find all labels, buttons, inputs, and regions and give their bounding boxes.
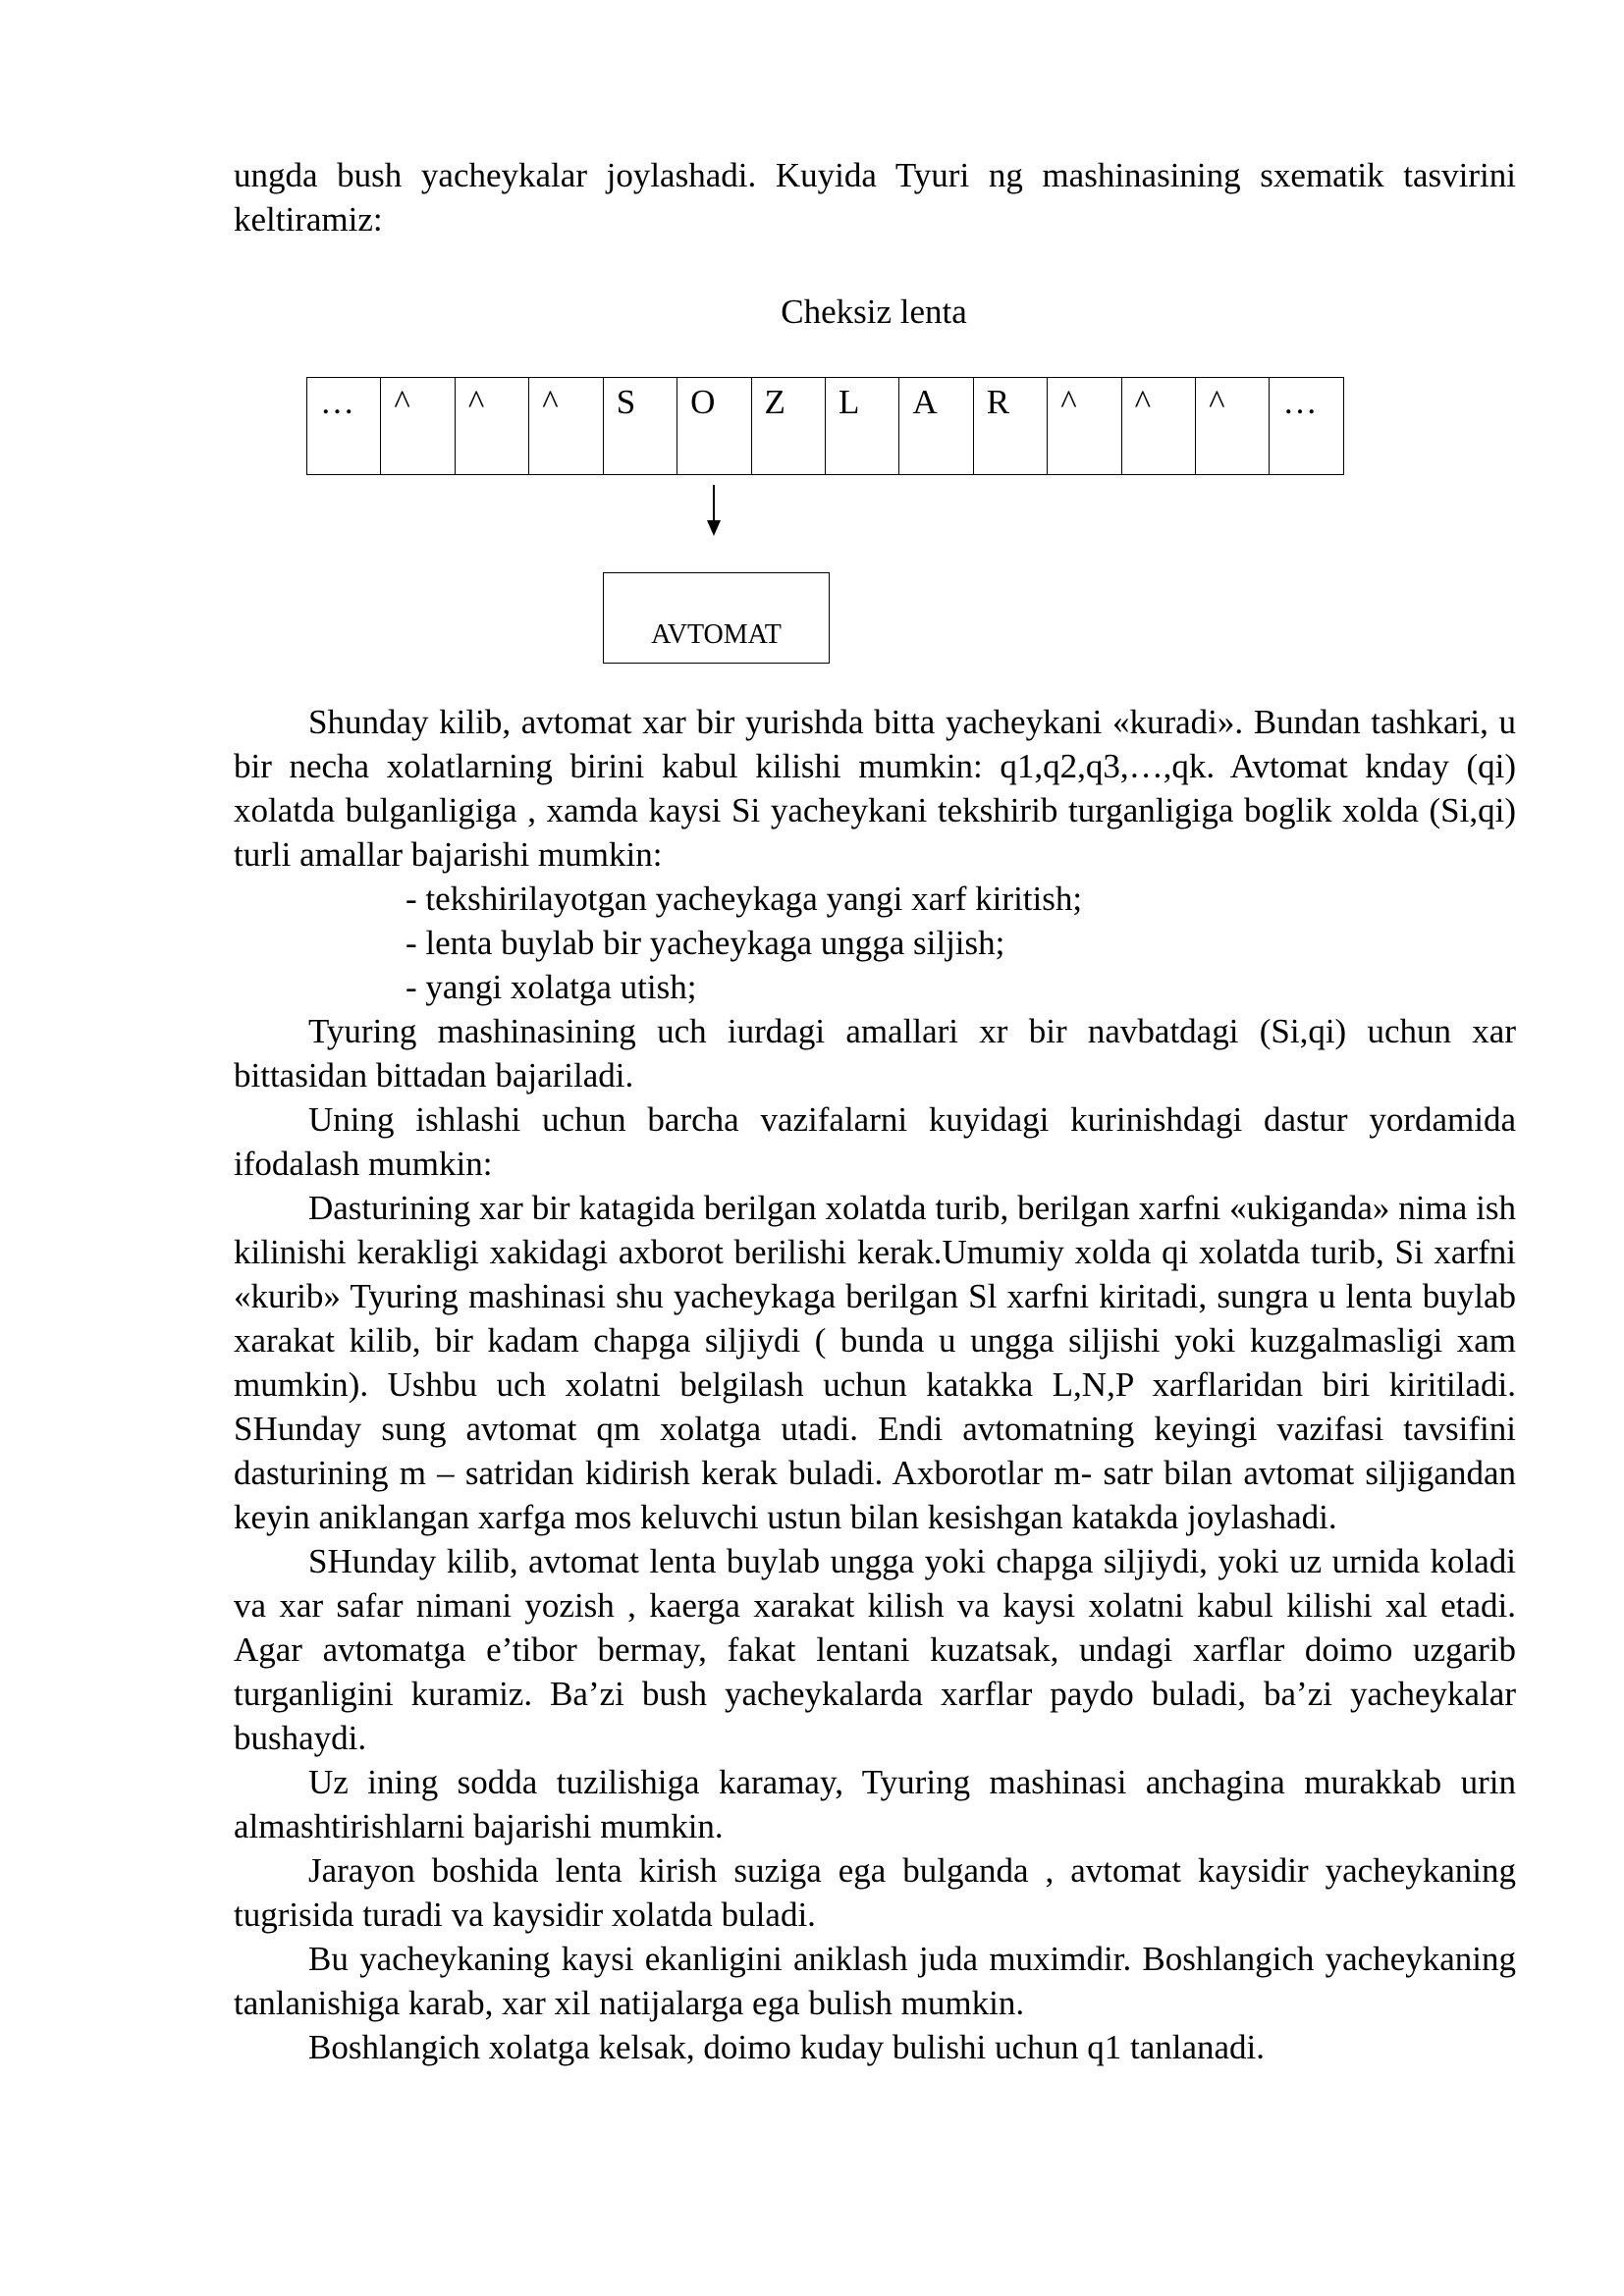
tape-cell: ^ <box>381 378 455 474</box>
body-paragraph: Boshlangich xolatga kelsak, doimo kuday bulishi uchun q1 tanlanadi. <box>308 2028 1266 2066</box>
tape-cell: ^ <box>456 378 529 474</box>
body-paragraph: Dasturining xar bir katagida berilgan xolatda turib, berilgan xarfni «ukiganda» nima ish kilinishi kerakligi xakidagi axborot berilishi kerak.Umumiy xolda qi xolatda turib, Si xarfni «kurib» Tyuring mashinasi shu yacheykaga berilgan Sl xarfni kiritadi, sungra u lenta buylab xarakat kilib, bir kadam chapga siljiydi ( bunda u ungga siljishi yoki kuzgalmasligi xam mumkin). Ushbu uch xolatni belgilash uchun katakka L,N,P xarflaridan biri kiritiladi. SHunday sung avtomat qm xolatga utadi. Endi avtomatning keyingi vazifasi tavsifini dasturining m – satridan kidirish kerak buladi. Axborotlar m- satr bilan avtomat siljigandan keyin aniklangan xarfga mos keluvchi ustun bilan kesishgan katakda joylashadi. <box>234 1189 1516 1536</box>
tape-cell: O <box>677 378 751 474</box>
tape-cell: Z <box>752 378 826 474</box>
tape-cell: ^ <box>529 378 603 474</box>
body-paragraph: Uz ining sodda tuzilishiga karamay, Tyuring mashinasi anchagina murakkab urin almashtirishlarni bajarishi mumkin. <box>234 1763 1516 1845</box>
bullet-item: - lenta buylab bir yacheykaga ungga siljish; <box>406 924 1005 962</box>
body-text-block <box>234 700 1516 2069</box>
bullet-item: - yangi xolatga utish; <box>406 968 697 1006</box>
tape-cell: L <box>826 378 899 474</box>
tape-cell: ^ <box>1048 378 1121 474</box>
automat-label: AVTOMAT <box>651 619 782 650</box>
tape-cell: A <box>899 378 973 474</box>
body-paragraph: Shunday kilib, avtomat xar bir yurishda bitta yacheykani «kuradi». Bundan tashkari, u bir necha xolatlarning birini kabul kilishi mumkin: q1,q2,q3,…,qk. Avtomat knday (qi) xolatda bulganligiga , xamda kaysi Si yacheykani tekshirib turganligiga boglik xolda (Si,qi) turli amallar bajarishi mumkin: <box>234 703 1516 874</box>
body-paragraph: Tyuring mashinasining uch iurdagi amallari xr bir navbatdagi (Si,qi) uchun xar bittasidan bittadan bajariladi. <box>234 1012 1516 1095</box>
tape-cell: R <box>974 378 1048 474</box>
down-arrow-icon <box>704 485 724 536</box>
tape-title: Cheksiz lenta <box>781 293 967 331</box>
automat-box <box>603 572 830 664</box>
tape-cell: ^ <box>1196 378 1270 474</box>
body-paragraph: SHunday kilib, avtomat lenta buylab ungga yoki chapga siljiydi, yoki uz urnida koladi va xar safar nimani yozish , kaerga xarakat kilish va kaysi xolatni kabul kilishi xal etadi. Agar avtomatga e’tibor bermay, fakat lentani kuzatsak, undagi xarflar doimo uzgarib turganligini kuramiz. Ba’zi bush yacheykalarda xarflar paydo buladi, ba’zi yacheykalar bushaydi. <box>234 1542 1516 1757</box>
body-paragraph: Bu yacheykaning kaysi ekanligini aniklash juda muximdir. Boshlangich yacheykaning tanlanishiga karab, xar xil natijalarga ega bulish mumkin. <box>234 1940 1516 2022</box>
tape-cell: S <box>604 378 677 474</box>
turing-tape <box>306 377 1344 475</box>
intro-paragraph: ungda bush yacheykalar joylashadi. Kuyida Tyuri ng mashinasining sxematik tasvirini keltiramiz: <box>234 156 1516 239</box>
body-paragraph: Jarayon boshida lenta kirish suziga ega bulganda , avtomat kaysidir yacheykaning tugrisida turadi va kaysidir xolatda buladi. <box>234 1851 1516 1934</box>
tape-cell: … <box>1270 378 1343 474</box>
body-paragraph: Uning ishlashi uchun barcha vazifalarni kuyidagi kurinishdagi dastur yordamida ifodalash mumkin: <box>234 1100 1516 1183</box>
tape-cell: ^ <box>1122 378 1196 474</box>
bullet-item: - tekshirilayotgan yacheykaga yangi xarf kiritish; <box>406 880 1083 918</box>
tape-cell: … <box>307 378 381 474</box>
intro-paragraph-block <box>234 153 1516 241</box>
